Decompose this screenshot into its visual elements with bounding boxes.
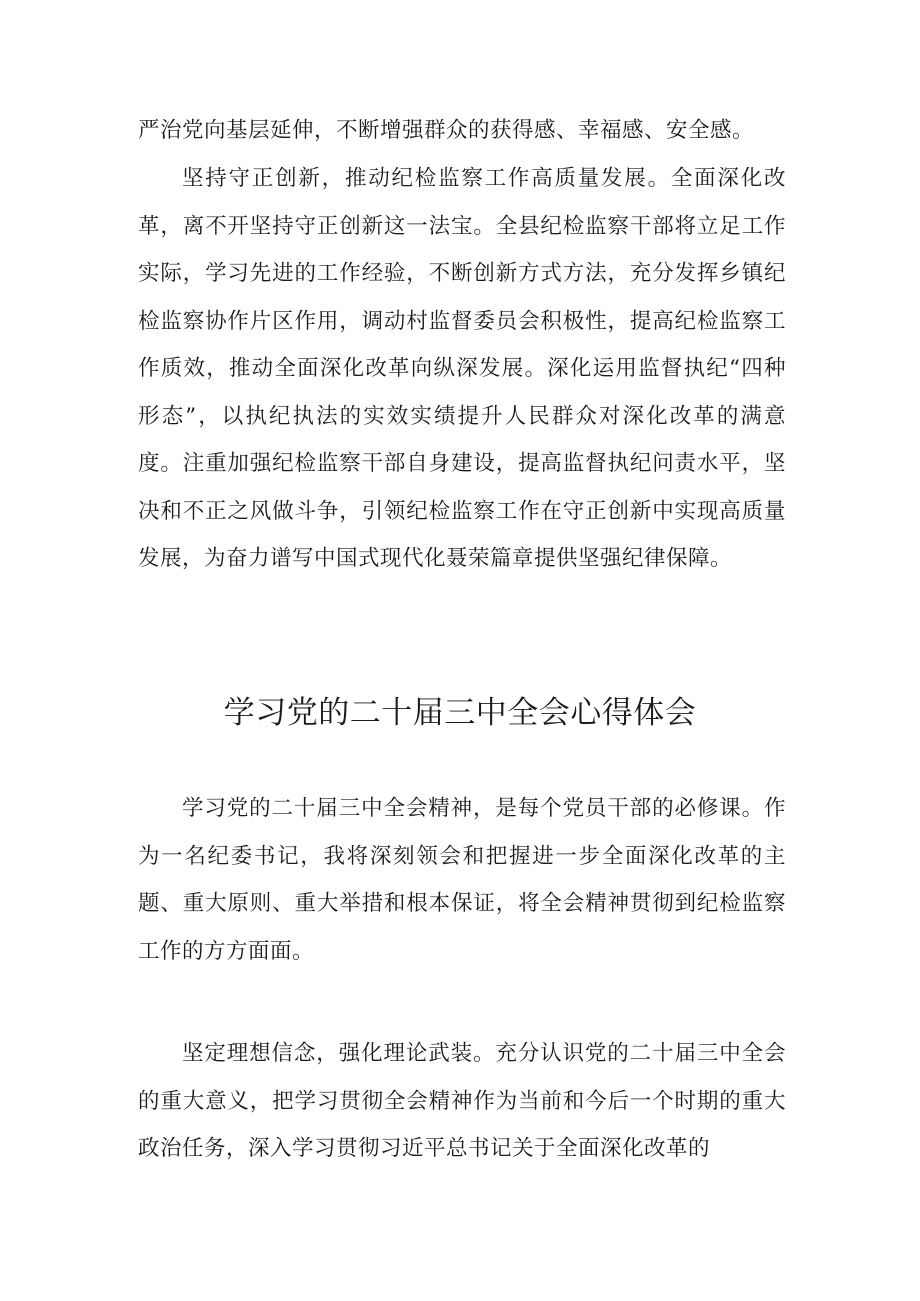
- paragraph-continued: 严治党向基层延伸，不断增强群众的获得感、幸福感、安全感。: [138, 118, 755, 143]
- paragraph-innovation: 坚持守正创新，推动纪检监察工作高质量发展。全面深化改革，离不开坚持守正创新这一法宝。全县纪检监察干部将立足工作实际，学习先进的工作经验，不断创新方式方法，充分发挥乡镇纪检监察协作片区作用，调动村监督委员会积极性，提高纪检监察工作质效，推动全面深化改革向纵深发展。深化运用监督执纪“四种形态”，以执纪执法的实效实绩提升人民群众对深化改革的满意度。注重加强纪检监察干部自身建设，提高监督执纪问责水平，坚决和不正之风做斗争，引领纪检监察工作在守正创新中实现高质量发展，为奋力谱写中国式现代化聂荣篇章提供坚强纪律保障。: [138, 166, 786, 571]
- paragraph-ideals: 坚定理想信念，强化理论武装。充分认识党的二十届三中全会的重大意义，把学习贯彻全会精神作为当前和今后一个时期的重大政治任务，深入学习贯彻习近平总书记关于全面深化改革的: [138, 1041, 786, 1161]
- page-title: 学习党的二十届三中全会心得体会: [223, 695, 697, 731]
- paragraph-intro: 学习党的二十届三中全会精神，是每个党员干部的必修课。作为一名纪委书记，我将深刻领会和把握进一步全面深化改革的主题、重大原则、重大举措和根本保证，将全会精神贯彻到纪检监察工作的方方面面。: [138, 796, 786, 964]
